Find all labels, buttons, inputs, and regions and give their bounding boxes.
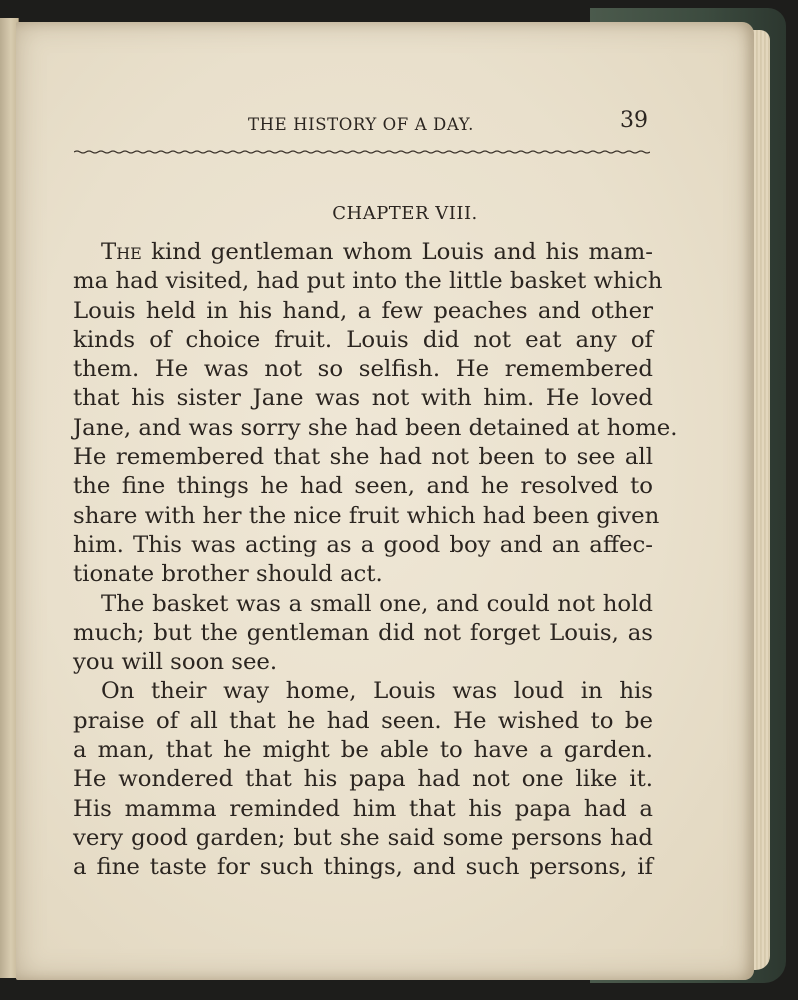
book-page — [16, 22, 754, 980]
drop-lead-word: The — [101, 239, 142, 265]
text-line: a fine taste for such things, and such persons, if — [73, 854, 653, 881]
text-line: much; but the gentleman did not forget Louis, as — [73, 619, 653, 646]
page-number: 39 — [620, 108, 648, 133]
text-line: that his sister Jane was not with him. He loved — [73, 385, 653, 412]
text-line: ma had visited, had put into the little basket which — [73, 268, 663, 295]
text-line: you will soon see. — [73, 649, 278, 676]
text-line: The basket was a small one, and could not hold — [101, 590, 653, 617]
text-line-content: kind gentleman whom Louis and his mam- — [141, 239, 653, 265]
text-line: Louis held in his hand, a few peaches and other — [73, 297, 653, 324]
text-line: kinds of choice fruit. Louis did not eat any of — [73, 326, 653, 353]
text-line: praise of all that he had seen. He wished to be — [73, 707, 653, 734]
text-line: Jane, and was sorry she had been detained at home. — [73, 414, 678, 441]
text-line: His mamma reminded him that his papa had a — [73, 795, 653, 822]
text-line — [73, 238, 653, 267]
text-line: them. He was not so selfish. He remembered — [73, 356, 653, 383]
text-line: share with her the nice fruit which had been given — [73, 502, 660, 529]
text-line: very good garden; but she said some persons had — [73, 824, 653, 851]
chapter-title: CHAPTER VIII. — [332, 203, 478, 224]
text-line: On their way home, Louis was loud in his — [101, 678, 653, 705]
text-line: him. This was acting as a good boy and an affec- — [73, 531, 653, 558]
text-line: tionate brother should act. — [73, 561, 383, 588]
header-wavy-rule — [74, 150, 650, 154]
chapter-body — [73, 238, 678, 883]
running-head: THE HISTORY OF A DAY. — [248, 115, 474, 134]
text-line: He remembered that she had not been to see all — [73, 444, 653, 471]
text-line: He wondered that his papa had not one like it. — [73, 766, 653, 793]
text-line: the fine things he had seen, and he resolved to — [73, 473, 653, 500]
text-line: a man, that he might be able to have a garden. — [73, 737, 653, 764]
